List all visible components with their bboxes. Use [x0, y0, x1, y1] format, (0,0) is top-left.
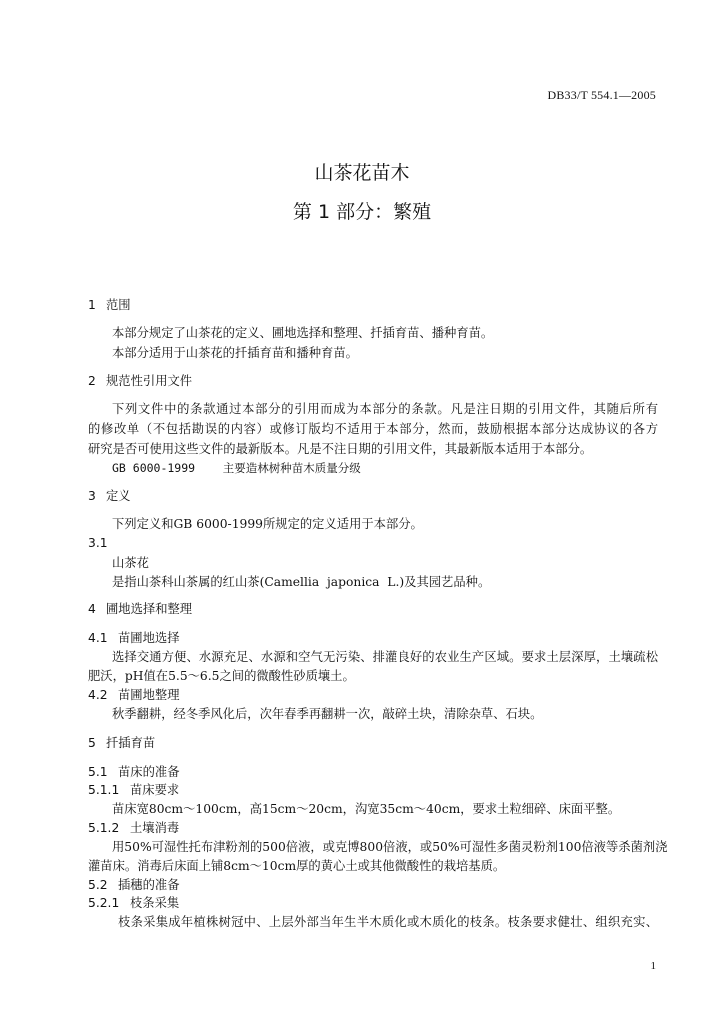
paragraph-line: 选择交通方便、水源充足、水源和空气无污染、排灌良好的农业生产区域。要求土层深厚，土壤疏松 — [112, 650, 658, 664]
paragraph: 本部分规定了山茶花的定义、圃地选择和整理、扦插育苗、播种育苗。 — [112, 326, 494, 340]
section-number: 5 — [88, 736, 96, 750]
subsection-title: 插穗的准备 — [118, 878, 180, 892]
paragraph-line: 秋季翻耕，经冬季风化后，次年春季再翻耕一次，敲碎土块，清除杂草、石块。 — [112, 707, 543, 721]
subsection-heading — [88, 764, 180, 780]
subsection-title: 苗圃地选择 — [118, 631, 180, 645]
subsection-heading — [88, 630, 180, 646]
section-heading — [88, 735, 155, 751]
subsection-title: 土壤消毒 — [130, 821, 180, 835]
subsection-title: 苗床的准备 — [118, 765, 180, 779]
subsection-number: 5.2.1 — [88, 896, 120, 910]
section-title: 扦插育苗 — [106, 736, 156, 750]
section-number: 2 — [88, 374, 96, 388]
paragraph-line: 枝条采集成年植株树冠中、上层外部当年生半木质化或木质化的枝条。枝条要求健壮、组织充实、 — [118, 915, 658, 929]
document-title: 山茶花苗木 — [314, 162, 410, 184]
subsection-number: 3.1 — [88, 536, 108, 550]
paragraph-line: 研究是否可使用这些文件的最新版本。凡是不注日期的引用文件，其最新版本适用于本部分。 — [88, 442, 593, 456]
reference-entry: GB 6000-1999 主要造林树种苗木质量分级 — [112, 461, 361, 475]
subsection-title: 苗床要求 — [130, 783, 180, 797]
paragraph-line: 苗床宽80cm～100cm，高15cm～20cm，沟宽35cm～40cm，要求土粒细碎、床面平整。 — [112, 802, 621, 816]
standard-number: DB33/T 554.1—2005 — [547, 88, 656, 102]
term: 山茶花 — [112, 556, 149, 570]
definition: 是指山茶科山茶属的红山茶(Camellia japonica L.)及其园艺品种。 — [112, 575, 491, 589]
section-title: 圃地选择和整理 — [106, 602, 193, 616]
subsection-number: 5.1 — [88, 765, 108, 779]
subsection-heading — [88, 782, 179, 798]
subsection-heading — [88, 895, 179, 911]
page-number: 1 — [650, 960, 656, 972]
section-number: 4 — [88, 602, 96, 616]
subsection-number: 5.1.2 — [88, 821, 120, 835]
paragraph-line: 灌苗床。消毒后床面上铺8cm～10cm厚的黄心土或其他微酸性的栽培基质。 — [88, 859, 506, 873]
section-title: 规范性引用文件 — [106, 374, 193, 388]
subsection-title: 枝条采集 — [130, 896, 180, 910]
section-number: 3 — [88, 489, 96, 503]
subsection-heading — [88, 687, 180, 703]
section-number: 1 — [88, 298, 96, 312]
document-subtitle: 第 1 部分：繁殖 — [292, 201, 432, 223]
paragraph-line: 肥沃，pH值在5.5～6.5之间的微酸性砂质壤土。 — [88, 669, 355, 683]
paragraph-line: 的修改单（不包括勘误的内容）或修订版均不适用于本部分，然而，鼓励根据本部分达成协议的各方 — [88, 422, 658, 436]
paragraph: 本部分适用于山茶花的扦插育苗和播种育苗。 — [112, 346, 358, 360]
section-heading — [88, 373, 192, 389]
subsection-title: 苗圃地整理 — [118, 688, 180, 702]
section-heading — [88, 601, 192, 617]
paragraph-line: 用50%可湿性托布津粉剂的500倍液，或克博800倍液，或50%可湿性多菌灵粉剂100倍液等杀菌剂浇 — [112, 840, 668, 854]
subsection-number: 5.2 — [88, 878, 108, 892]
section-title: 范围 — [106, 298, 131, 312]
subsection-number: 4.1 — [88, 631, 108, 645]
section-heading — [88, 488, 131, 504]
paragraph-line: 下列文件中的条款通过本部分的引用而成为本部分的条款。凡是注日期的引用文件，其随后所有 — [112, 402, 658, 416]
subsection-number: 5.1.1 — [88, 783, 120, 797]
section-title: 定义 — [106, 489, 131, 503]
paragraph: 下列定义和GB 6000-1999所规定的定义适用于本部分。 — [112, 517, 423, 531]
section-heading — [88, 297, 131, 313]
subsection-number: 4.2 — [88, 688, 108, 702]
subsection-heading — [88, 877, 180, 893]
subsection-heading — [88, 820, 179, 836]
